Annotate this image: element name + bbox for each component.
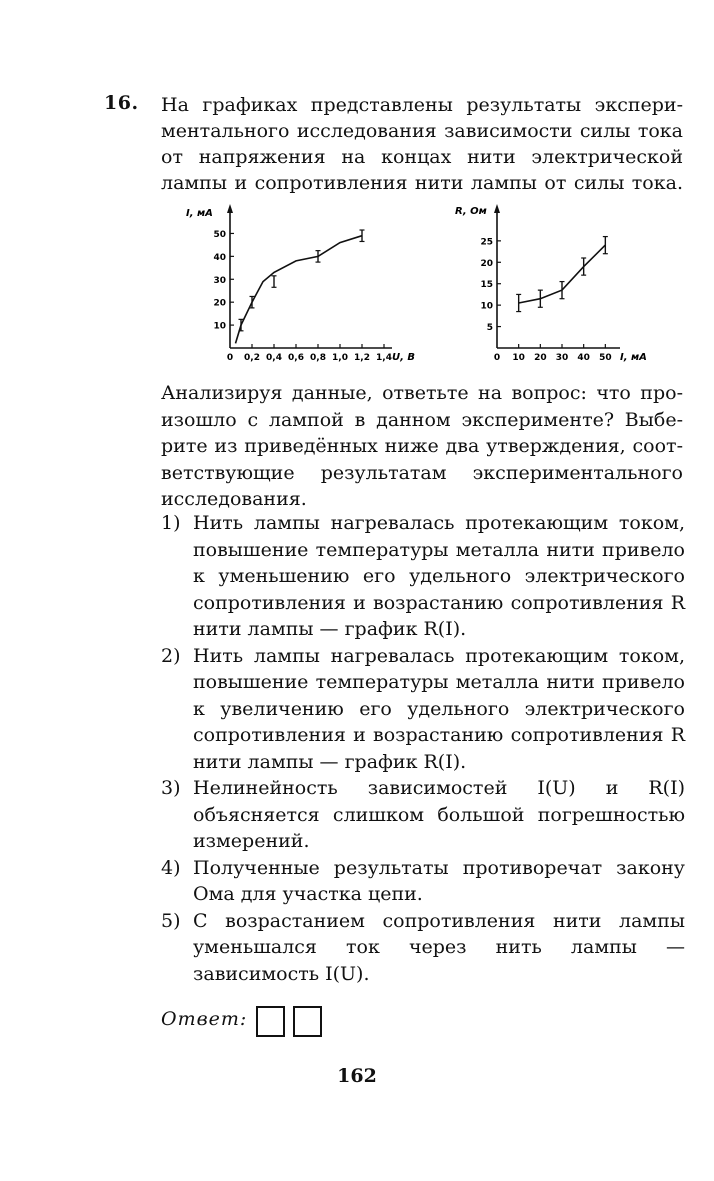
chart1-x-tick-label: 0,2 xyxy=(244,353,260,363)
question-line: изошло с лампой в данном эксперименте? Выбе- xyxy=(161,408,683,431)
option-line: Полученные результаты противоречат закону xyxy=(193,856,685,879)
option-number: 4) xyxy=(161,856,181,879)
chart1-x-tick-label: 0 xyxy=(226,353,234,363)
option-line: к увеличению его удельного электрического xyxy=(193,697,685,720)
option-line: уменьшался ток через нить лампы — xyxy=(193,936,685,958)
chart2-x-tick-label: 50 xyxy=(599,353,612,363)
option-line: Нить лампы нагревалась протекающим током, xyxy=(193,512,685,534)
option-line: зависимость I(U). xyxy=(193,962,370,985)
chart2-y-arrow xyxy=(494,204,500,213)
chart1-x-tick-label: 1,4 xyxy=(376,353,392,363)
chart1-x-tick-label: 1,0 xyxy=(332,353,348,363)
option-line: повышение температуры металла нити привело xyxy=(193,538,685,561)
chart1-y-tick-label: 40 xyxy=(213,252,226,263)
option-number: 3) xyxy=(161,777,181,799)
option-line: Нить лампы нагревалась протекающим током, xyxy=(193,644,685,667)
option-number: 5) xyxy=(161,909,181,932)
option-line: сопротивления и возрастанию сопротивления R xyxy=(193,591,685,614)
options-list xyxy=(161,510,685,987)
chart1-y-arrow xyxy=(227,204,233,213)
chart1-xlabel: U, В xyxy=(392,352,416,363)
problem-intro xyxy=(161,92,683,196)
option-line: объясняется слишком большой погрешностью xyxy=(193,803,685,826)
chart2-y-tick-label: 10 xyxy=(480,301,493,312)
intro-line: ментального исследования зависимости силы тока xyxy=(161,120,683,142)
question-line: исследования. xyxy=(161,488,307,510)
intro-line: На графиках представлены результаты экспери- xyxy=(161,94,683,116)
problem-number: 16. xyxy=(104,92,139,114)
question-line: ветствующие результатам экспериментального xyxy=(161,461,683,484)
chart1-y-tick-label: 50 xyxy=(213,229,226,240)
page-number: 162 xyxy=(337,1065,377,1087)
answer-box-2[interactable] xyxy=(293,1006,322,1037)
option-3 xyxy=(161,775,685,855)
option-2 xyxy=(161,643,685,776)
chart2-x-tick-label: 0 xyxy=(493,353,501,363)
chart2-y-tick-label: 15 xyxy=(480,280,493,291)
option-number: 2) xyxy=(161,644,181,667)
option-line: С возрастанием сопротивления нити лампы xyxy=(193,909,685,932)
chart1-y-tick-label: 20 xyxy=(213,298,226,309)
chart2-xlabel: I, мА xyxy=(620,352,647,363)
intro-line: от напряжения на концах нити электрической xyxy=(161,146,683,168)
question-line: рите из приведённых ниже два утверждения, соот- xyxy=(161,435,683,457)
option-line: сопротивления и возрастанию сопротивления R xyxy=(193,724,685,746)
chart-i-u xyxy=(186,204,415,363)
chart2-x-tick-label: 20 xyxy=(534,353,547,363)
charts-figure xyxy=(160,198,680,368)
chart1-ylabel: I, мА xyxy=(186,208,213,219)
chart1-curve xyxy=(236,236,363,344)
chart1-y-tick-label: 30 xyxy=(213,275,226,286)
chart2-x-tick-label: 10 xyxy=(512,353,525,363)
chart2-y-tick-label: 20 xyxy=(480,258,493,269)
answer-label: Ответ: xyxy=(161,1008,248,1030)
chart2-x-tick-label: 30 xyxy=(555,353,569,363)
chart2-ylabel: R, Ом xyxy=(455,206,487,217)
option-line: к уменьшению его удельного электрического xyxy=(193,565,685,587)
question-paragraph xyxy=(161,380,683,513)
chart1-x-tick-label: 0,8 xyxy=(310,353,326,363)
chart1-x-tick-label: 1,2 xyxy=(354,353,370,363)
option-line: нити лампы — график R(I). xyxy=(193,750,467,773)
option-line: Нелинейность зависимостей I(U) и R(I) xyxy=(193,777,685,799)
option-number: 1) xyxy=(161,512,181,534)
option-line: измерений. xyxy=(193,830,310,852)
chart2-y-tick-label: 5 xyxy=(486,323,493,334)
chart2-x-tick-label: 40 xyxy=(577,353,590,363)
intro-line: лампы и сопротивления нити лампы от силы тока. xyxy=(161,172,683,194)
chart2-y-tick-label: 25 xyxy=(480,237,493,248)
chart-r-i xyxy=(455,204,647,363)
option-line: повышение температуры металла нити привело xyxy=(193,671,685,693)
chart1-x-tick-label: 0,6 xyxy=(288,353,304,363)
question-line: Анализируя данные, ответьте на вопрос: что про- xyxy=(161,382,683,404)
option-line: нити лампы — график R(I). xyxy=(193,618,467,640)
option-1 xyxy=(161,510,685,643)
option-5 xyxy=(161,908,685,988)
option-4 xyxy=(161,855,685,908)
answer-box-1[interactable] xyxy=(256,1006,285,1037)
chart1-x-tick-label: 0,4 xyxy=(266,353,282,363)
option-line: Ома для участка цепи. xyxy=(193,883,423,905)
chart1-y-tick-label: 10 xyxy=(213,321,226,332)
